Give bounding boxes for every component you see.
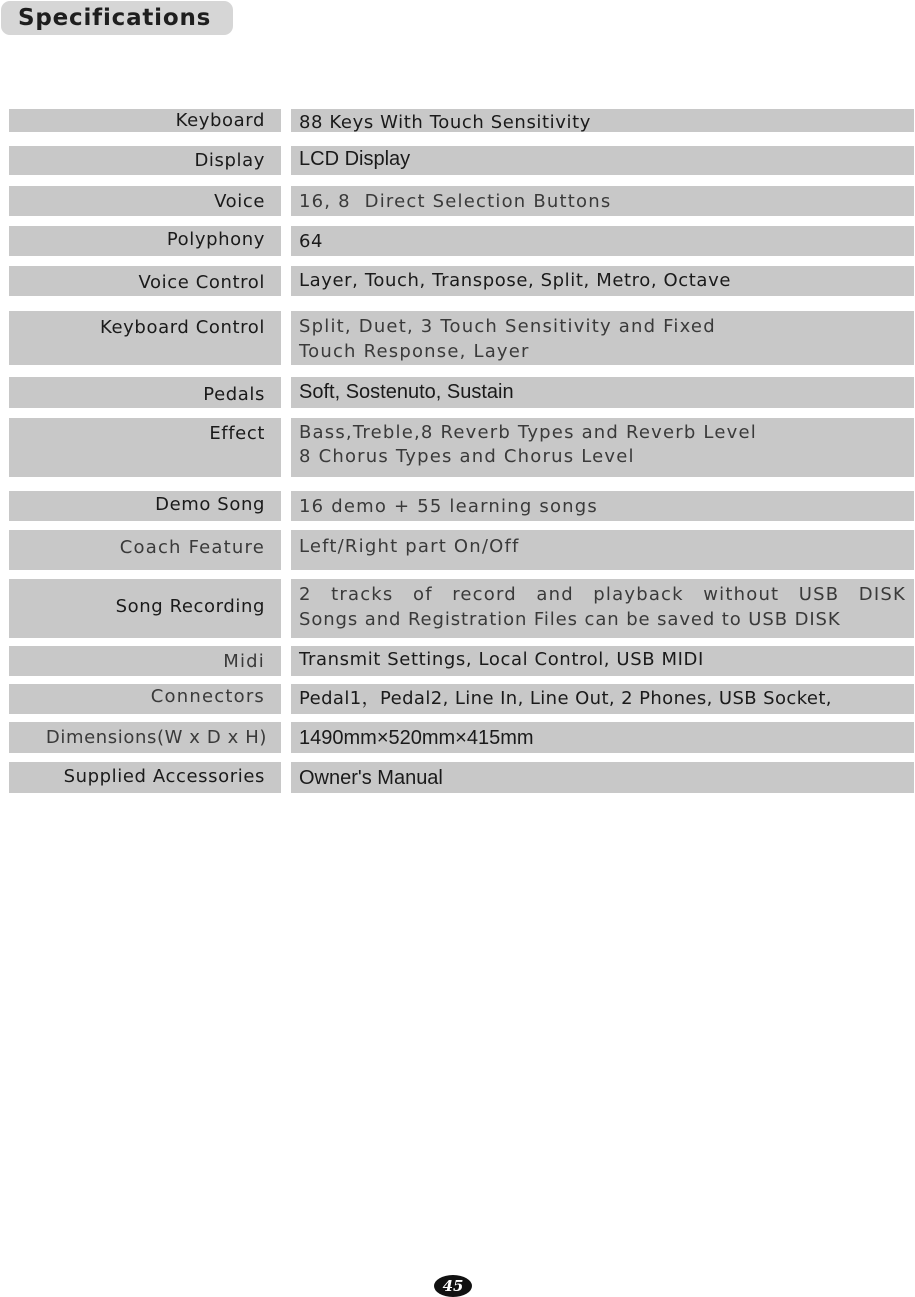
spec-value: [291, 418, 914, 477]
spec-label: Voice: [9, 186, 281, 216]
spec-row-supplied-accessories: [0, 762, 915, 793]
page-title: Specifications: [18, 5, 212, 31]
spec-value: [291, 186, 914, 216]
spec-value-line: Split, Duet, 3 Touch Sensitivity and Fixed: [299, 316, 716, 337]
spec-label: Voice Control: [9, 266, 281, 296]
spec-label: Demo Song: [9, 491, 281, 521]
spec-value: [291, 579, 914, 638]
spec-row-demo-song: [0, 491, 915, 521]
section-title-badge: [1, 1, 233, 35]
spec-value-line: Pedal1，Pedal2, Line In, Line Out, 2 Phones, USB Socket,: [299, 688, 832, 709]
spec-value-line: 64: [299, 231, 324, 252]
spec-value-line: Layer, Touch, Transpose, Split, Metro, Octave: [299, 270, 731, 291]
spec-value-line: 88 Keys With Touch Sensitivity: [299, 112, 592, 132]
spec-value: [291, 377, 914, 408]
spec-label: Coach Feature: [9, 530, 281, 570]
spec-row-polyphony: [0, 226, 915, 256]
spec-label: Polyphony: [9, 226, 281, 256]
spec-row-voice: [0, 186, 915, 216]
spec-row-keyboard-control: [0, 311, 915, 365]
spec-value: [291, 491, 914, 521]
spec-value: [291, 226, 914, 256]
spec-label: Song Recording: [9, 579, 281, 638]
spec-row-keyboard: [0, 109, 915, 132]
spec-value-line: 2 tracks of record and playback without USB DISK: [299, 584, 906, 605]
spec-value-line: 16, 8 Direct Selection Buttons: [299, 191, 612, 212]
spec-label: Display: [9, 146, 281, 175]
spec-value: [291, 146, 914, 175]
spec-value: [291, 646, 914, 676]
spec-value-line: Bass,Treble,8 Reverb Types and Reverb Level: [299, 422, 757, 443]
spec-value: [291, 266, 914, 296]
spec-label: Keyboard Control: [9, 311, 281, 365]
spec-row-display: [0, 146, 915, 175]
spec-row-coach-feature: [0, 530, 915, 570]
spec-value: [291, 722, 914, 753]
spec-label: Dimensions(W x D x H): [9, 722, 281, 753]
spec-value-line: Soft, Sostenuto, Sustain: [299, 381, 514, 403]
spec-value-line: Touch Response, Layer: [299, 341, 530, 362]
spec-label: Pedals: [9, 377, 281, 408]
spec-row-effect: [0, 418, 915, 477]
spec-row-dimensions: [0, 722, 915, 753]
spec-label: Midi: [9, 646, 281, 676]
spec-value: [291, 109, 914, 132]
spec-value-line: 8 Chorus Types and Chorus Level: [299, 446, 635, 467]
spec-row-voice-control: [0, 266, 915, 296]
spec-row-connectors: [0, 684, 915, 714]
spec-value: [291, 530, 914, 570]
spec-value-line: 1490mm×520mm×415mm: [299, 727, 534, 749]
spec-value-line: LCD Display: [299, 148, 411, 170]
spec-value: [291, 762, 914, 793]
spec-label: Keyboard: [9, 109, 281, 132]
spec-value-line: Left/Right part On/Off: [299, 536, 520, 557]
spec-value-line: 16 demo + 55 learning songs: [299, 496, 598, 517]
spec-value-line: Songs and Registration Files can be saved to USB DISK: [299, 609, 841, 630]
spec-row-midi: [0, 646, 915, 676]
spec-row-pedals: [0, 377, 915, 408]
spec-value-line: Owner's Manual: [299, 767, 443, 789]
page-number: 45: [434, 1275, 472, 1297]
spec-label: Effect: [9, 418, 281, 477]
spec-value-line: Transmit Settings, Local Control, USB MIDI: [299, 649, 704, 670]
spec-row-song-recording: [0, 579, 915, 638]
spec-value: [291, 311, 914, 365]
spec-label: Connectors: [9, 684, 281, 714]
spec-label: Supplied Accessories: [9, 762, 281, 793]
spec-value: [291, 684, 914, 714]
